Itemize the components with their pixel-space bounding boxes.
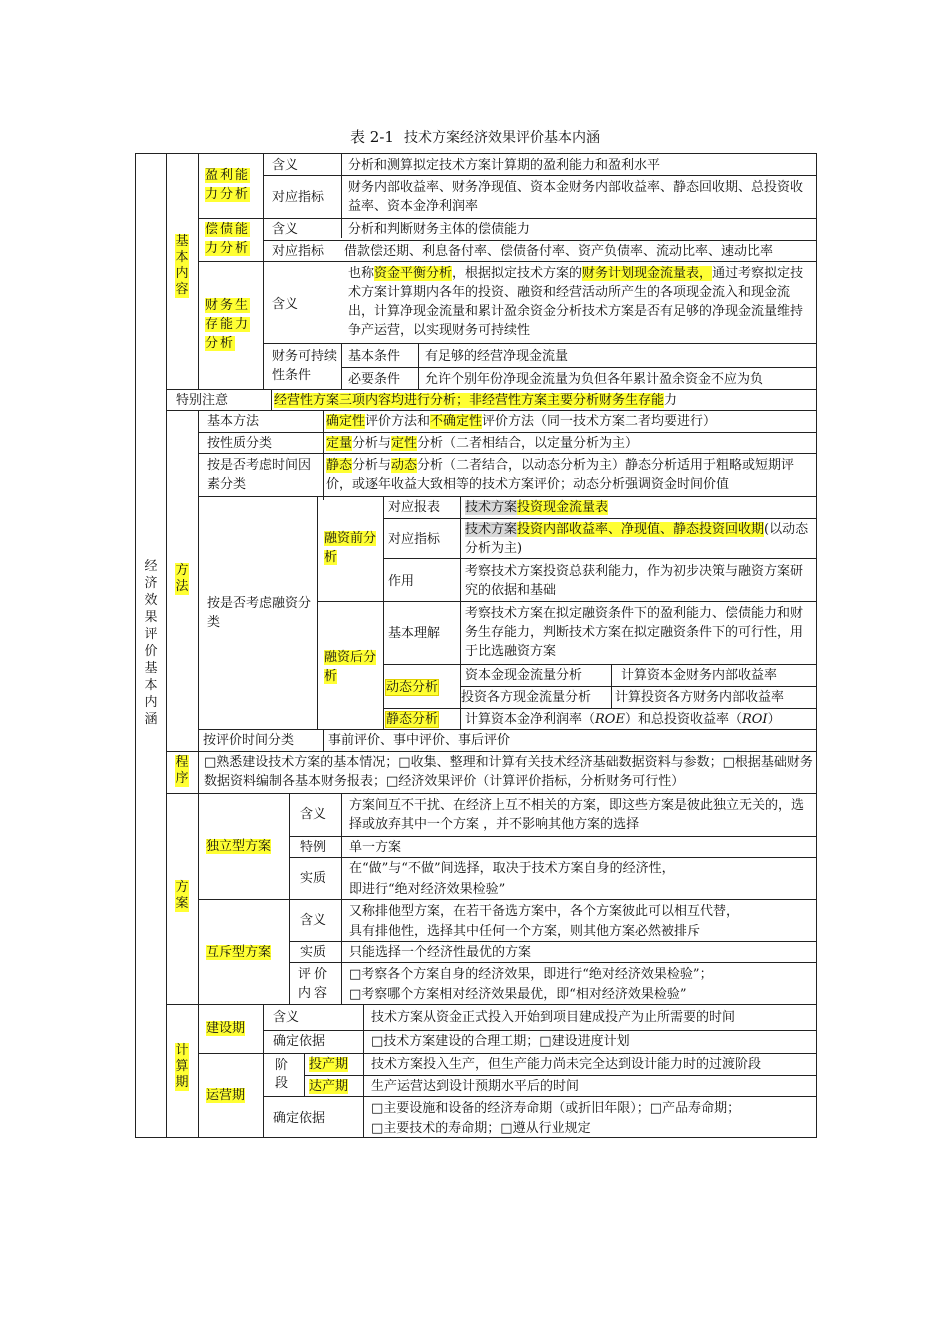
post-finance-label: 融资后分析 — [324, 650, 377, 684]
static-analysis-label: 静态分析 — [386, 712, 439, 727]
startup-period-label: 投产期 — [309, 1057, 349, 1072]
financial-plan-cashflow-table: 财务计划现金流量表， — [582, 266, 713, 281]
pre-use-label: 作用 — [388, 574, 415, 589]
pre-finance-label: 融资前分析 — [324, 531, 377, 565]
independent-plan-label: 独立型方案 — [206, 839, 272, 854]
solvency-index: 借款偿还期、利息备付率、偿债备付率、资产负债率、流动比率、速动比率 — [344, 244, 774, 259]
independent-example-label: 特例 — [300, 840, 327, 855]
post-basic-label: 基本理解 — [388, 626, 441, 641]
sustainability-condition-label: 财务可持续性条件 — [272, 349, 338, 383]
independent-essence-label: 实质 — [300, 871, 327, 886]
operation-basis-1: □主要设施和设备的经济寿命期（或折旧年限）；□产品寿命期； — [371, 1101, 741, 1116]
startup-period: 技术方案投入生产，但生产能力尚未完全达到设计能力时的过渡阶段 — [371, 1057, 762, 1072]
required-condition-label: 必要条件 — [348, 372, 401, 387]
pre-report-label: 对应报表 — [388, 500, 441, 515]
independent-meaning: 方案间互不干扰、在经济上互不相关的方案，即这些方案是彼此独立无关的，选择或放弃其中一个方案 ，并不影响其他方案的选择 — [349, 798, 805, 832]
pre-report: 技术方案投资现金流量表 — [465, 500, 609, 515]
by-finance-label: 按是否考虑融资分类 — [207, 596, 312, 630]
exclusive-eval-1: □考察各个方案自身的经济效果，即进行“绝对经济效果检验”； — [349, 967, 713, 982]
exclusive-meaning-2: 具有排他性，选择其中任何一个方案，则其他方案必然被排斥 — [349, 924, 701, 939]
basic-condition: 有足够的经营净现金流量 — [425, 349, 569, 364]
independent-example: 单一方案 — [349, 840, 402, 855]
basic-method-label: 基本方法 — [207, 414, 260, 429]
static-analysis: 计算资本金净利润率（ROE）和总投资收益率（ROI） — [465, 712, 781, 727]
exclusive-eval-label: 评价内容 — [298, 967, 331, 1001]
eval-time-label: 按评价时间分类 — [203, 733, 295, 748]
basic-method: 确定性评价方法和不确定性评价方法（同一技术方案二者均要进行） — [326, 414, 717, 429]
exclusive-plan-label: 互斥型方案 — [206, 945, 272, 960]
pre-index: 技术方案投资内部收益率、净现值、静态投资回收期(以动态分析为主) — [465, 522, 809, 556]
dynamic-analysis-label: 动态分析 — [386, 680, 439, 695]
basic-condition-label: 基本条件 — [348, 349, 401, 364]
profit-index-label: 对应指标 — [272, 190, 325, 205]
construction-meaning-label: 含义 — [273, 1010, 300, 1025]
plan-label: 方案 — [175, 880, 189, 911]
fund-balance-analysis: 资金平衡分析 — [374, 266, 453, 281]
survival-meaning: 也称资金平衡分析，根据拟定技术方案的财务计划现金流量表，通过考察拟定技术方案计算期内各年的投资、融资和经营活动所产生的各项现金流入和现金流出，计算净现金流量和累计盈余资金分析技术方案是否有足够的净现金流量维持争产运营，以实现财务可持续性 — [348, 266, 804, 338]
operation-basis-2: □主要技术的寿命期；□遵从行业规定 — [371, 1121, 591, 1136]
solvency-analysis-label: 偿债能力分析 — [205, 222, 251, 256]
post-basic: 考察技术方案在拟定融资条件下的盈利能力、偿债能力和财务生存能力，判断技术方案在拟定融资条件下的可行性，用于比选融资方案 — [465, 606, 804, 659]
special-note: 经营性方案三项内容均进行分析；非经营性方案主要分析财务生存能力 — [274, 393, 678, 408]
eval-time: 事前评价、事中评价、事后评价 — [328, 733, 511, 748]
solvency-index-label: 对应指标 — [272, 244, 325, 259]
procedure-label: 程序 — [175, 755, 189, 786]
profit-meaning-label: 含义 — [272, 158, 299, 173]
solvency-meaning-label: 含义 — [272, 222, 299, 237]
independent-essence-2: 即进行“绝对经济效果检验” — [349, 882, 506, 897]
period-label: 计算期 — [175, 1043, 189, 1090]
outer-label: 经济效果评价基本内涵 — [144, 559, 158, 727]
dynamic-row2-a: 投资各方现金流量分析 — [461, 690, 592, 705]
operation-period-label: 运营期 — [206, 1088, 246, 1103]
pre-index-label: 对应指标 — [388, 532, 441, 547]
survival-meaning-label: 含义 — [272, 297, 299, 312]
solvency-meaning: 分析和判断财务主体的偿债能力 — [348, 222, 531, 237]
operation-basis-label: 确定依据 — [273, 1111, 326, 1126]
table-caption: 技术方案经济效果评价基本内涵 — [403, 130, 600, 146]
dynamic-row1-a: 资本金现金流量分析 — [465, 668, 583, 683]
stage-label: 阶段 — [275, 1058, 289, 1091]
survival-analysis-label: 财务生存能力分析 — [205, 298, 251, 351]
reach-period: 生产运营达到设计预期水平后的时间 — [371, 1079, 580, 1094]
exclusive-eval-2: □考察哪个方案相对经济效果最优，即“相对经济效果检验” — [349, 987, 687, 1002]
exclusive-meaning-1: 又称排他型方案，在若干备选方案中，各个方案彼此可以相互代替， — [349, 904, 740, 919]
construction-basis-label: 确定依据 — [273, 1034, 326, 1049]
reach-period-label: 达产期 — [309, 1079, 349, 1094]
profit-index: 财务内部收益率、财务净现值、资本金财务内部收益率、静态回收期、总投资收益率、资本金净利润率 — [348, 180, 804, 214]
pre-use: 考察技术方案投资总获利能力，作为初步决策与融资方案研究的依据和基础 — [465, 564, 804, 598]
construction-basis: □技术方案建设的合理工期；□建设进度计划 — [371, 1034, 630, 1049]
exclusive-meaning-label: 含义 — [300, 913, 327, 928]
construction-meaning: 技术方案从资金正式投入开始到项目建成投产为止所需要的时间 — [371, 1010, 736, 1025]
dynamic-row2-b: 计算投资各方财务内部收益率 — [615, 690, 785, 705]
by-time-label: 按是否考虑时间因素分类 — [207, 458, 312, 492]
procedure-text: □熟悉建设技术方案的基本情况；□收集、整理和计算有关技术经济基础数据资料与参数；□根据基础财务数据资料编制各基本财务报表；□经济效果评价（计算评价指标，分析财务可行性） — [204, 755, 813, 789]
basic-content-label: 基本内容 — [175, 234, 189, 297]
by-nature-label: 按性质分类 — [207, 436, 273, 451]
independent-meaning-label: 含义 — [300, 807, 327, 822]
exclusive-essence: 只能选择一个经济性最优的方案 — [349, 945, 532, 960]
method-label: 方法 — [175, 563, 189, 594]
dynamic-row1-b: 计算资本金财务内部收益率 — [621, 668, 778, 683]
independent-essence-1: 在“做”与“不做”间选择，取决于技术方案自身的经济性， — [349, 861, 675, 876]
profit-analysis-label: 盈利能力分析 — [205, 168, 251, 202]
table-title — [0, 126, 950, 147]
special-note-label: 特别注意 — [176, 393, 229, 408]
construction-period-label: 建设期 — [206, 1021, 246, 1036]
table-number: 表 2-1 — [350, 128, 394, 146]
profit-meaning: 分析和测算拟定技术方案计算期的盈利能力和盈利水平 — [348, 158, 661, 173]
by-nature: 定量分析与定性分析（二者相结合，以定量分析为主） — [326, 436, 639, 451]
exclusive-essence-label: 实质 — [300, 945, 327, 960]
required-condition: 允许个别年份净现金流量为负但各年累计盈余资金不应为负 — [425, 372, 764, 387]
by-time: 静态分析与动态分析（二者结合，以动态分析为主）静态分析适用于粗略或短期评价，或逐年收益大致相等的技术方案评价；动态分析强调资金时间价值 — [326, 458, 795, 492]
